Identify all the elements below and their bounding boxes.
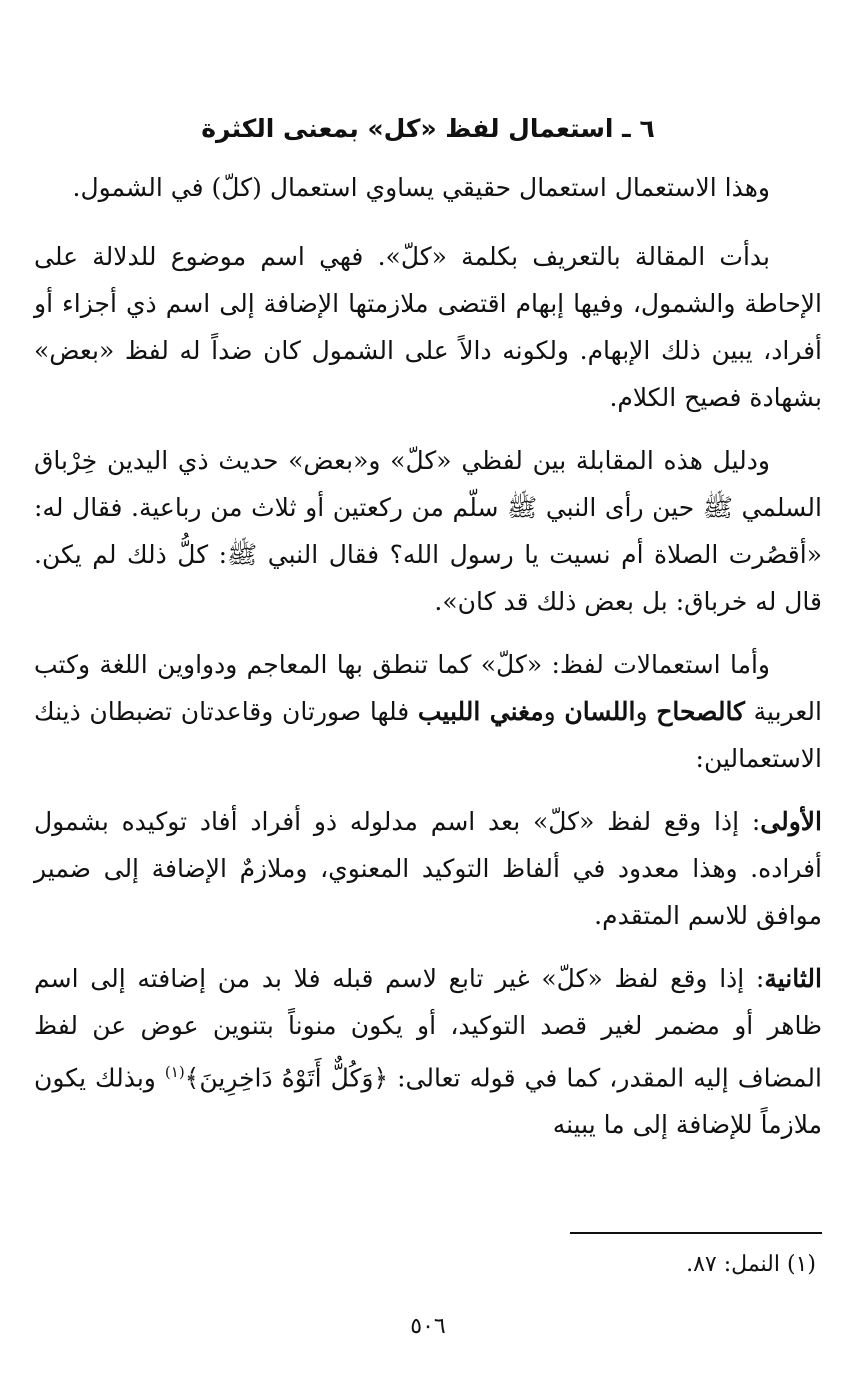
footnote-reference: (١) xyxy=(164,1063,185,1081)
paragraph-1: وهذا الاستعمال استعمال حقيقي يساوي استعمال (كلّ) في الشمول. xyxy=(72,173,770,202)
rule-heading-first: الأولى xyxy=(760,807,822,836)
footnote: (١) النمل: ٨٧. xyxy=(686,1252,816,1277)
section-title: ٦ ـ استعمال لفظ «كل» بمعنى الكثرة xyxy=(201,114,655,143)
conjunction: و xyxy=(543,697,565,726)
rule-heading-second: الثانية xyxy=(764,964,822,993)
book-title-sihah: كالصحاح xyxy=(656,697,745,726)
paragraph-6 xyxy=(34,955,822,1148)
paragraph-4-text-end: فلها صورتان وقاعدتان تضبطان ذينك الاستعمالين: xyxy=(34,697,822,773)
rule-text-first: : إذا وقع لفظ «كلّ» بعد اسم مدلوله ذو أفراد أفاد توكيده بشمول أفراده. وهذا معدود في ألفاظ التوكيد المعنوي، وملازمٌ الإضافة إلى ضمير موافق للاسم المتقدم. xyxy=(34,807,822,930)
footnote-divider xyxy=(570,1232,822,1234)
book-title-mughni: مغني اللبيب xyxy=(417,697,544,726)
rule-text-second: : إذا وقع لفظ «كلّ» غير تابع لاسم قبله فلا بد من إضافته إلى اسم ظاهر أو مضمر لغير قصد التوكيد، أو يكون منوناً بتنوين عوض عن لفظ المضاف إليه المقدر، كما في قوله تعالى: ﴿وَكُلٌّ أَتَوْهُ دَاخِرِينَ﴾ xyxy=(34,964,822,1093)
paragraph-3: ودليل هذه المقابلة بين لفظي «كلّ» و«بعض» حديث ذي اليدين خِرْباق السلمي ﷺ حين رأى النبي ﷺ سلّم من ركعتين أو ثلاث من رباعية. فقال له: «أقصُرت الصلاة أم نسيت يا رسول الله؟ فقال النبي ﷺ: كلُّ ذلك لم يكن. قال له خرباق: بل بعض ذلك قد كان». xyxy=(34,446,822,616)
book-title-lisan: اللسان xyxy=(564,697,636,726)
page-number: ٥٠٦ xyxy=(410,1314,446,1339)
paragraph-2: بدأت المقالة بالتعريف بكلمة «كلّ». فهي اسم موضوع للدلالة على الإحاطة والشمول، وفيها إبهام اقتضى ملازمتها الإضافة إلى اسم ذي أجزاء أو أفراد، يبين ذلك الإبهام. ولكونه دالاً على الشمول كان ضداً له لفظ «بعض» بشهادة فصيح الكلام. xyxy=(34,242,822,412)
conjunction: و xyxy=(635,697,657,726)
paragraph-4-text: وأما استعمالات لفظ: «كلّ» كما تنطق بها المعاجم ودواوين اللغة وكتب العربية xyxy=(34,650,822,726)
paragraph-4 xyxy=(34,641,822,782)
rule-text-second-end: وبذلك يكون ملازماً للإضافة إلى ما يبينه xyxy=(34,1063,822,1140)
paragraph-5 xyxy=(34,798,822,939)
